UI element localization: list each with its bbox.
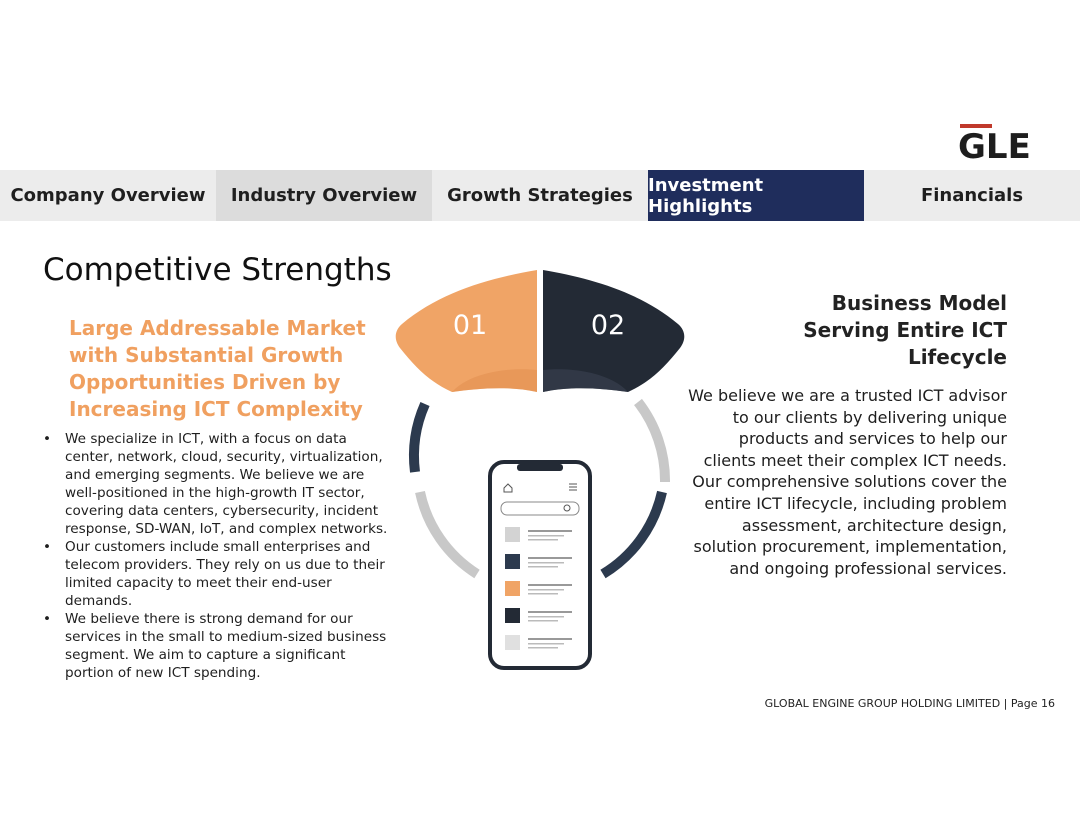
ring-segment-left-navy (414, 404, 425, 472)
section-nav (0, 170, 1080, 221)
page-title: Competitive Strengths (43, 252, 392, 288)
ring-segment-left-gray (420, 492, 477, 574)
phone-search-bar (501, 502, 579, 515)
bullet-item: • We specialize in ICT, with a focus on data center, network, cloud, security, virtualization, and emerging segments. We believe we are well-positioned in the high-growth IT sector, covering data centers, cybersecurity, incident response, SD-WAN, IoT, and complex networks. (43, 430, 388, 538)
tab-investment-highlights[interactable] (648, 170, 864, 221)
tab-growth-strategies[interactable] (432, 170, 648, 221)
page-footer: GLOBAL ENGINE GROUP HOLDING LIMITED | Page 16 (764, 697, 1055, 710)
bullet-item: • We believe there is strong demand for our services in the small to medium-sized business segment. We aim to capture a significant portion of new ICT spending. (43, 610, 388, 682)
tab-company-overview[interactable] (0, 170, 216, 221)
gle-logo (958, 122, 1044, 168)
tab-02-label: 02 (590, 310, 626, 341)
tab-label: Investment Highlights (648, 174, 764, 217)
tab-label: Growth Strategies (447, 185, 633, 206)
tab-industry-overview[interactable] (216, 170, 432, 221)
right-heading: Business Model Serving Entire ICT Lifecycle (803, 291, 1007, 369)
right-body-text: We believe we are a trusted ICT advisor to our clients by delivering unique products and services to help our clients meet their complex ICT needs. Our comprehensive solutions cover the entire ICT lifecycle, including problem assessment, architecture design, solution procurement, implementation, and ongoing professional services. (688, 386, 1007, 578)
tab-01-label: 01 (452, 310, 488, 341)
left-heading: Large Addressable Market with Substantial Growth Opportunities Driven by Increasing ICT Complexity (69, 316, 366, 421)
tab-label: Financials (920, 185, 1024, 206)
tab-label: Industry Overview (230, 185, 418, 206)
logo-text: GLE (958, 127, 1031, 167)
tab-label: Company Overview (10, 185, 206, 206)
center-graphic (380, 262, 700, 682)
tab-financials[interactable] (864, 170, 1080, 221)
left-bullet-list (43, 430, 388, 682)
bullet-item: • Our customers include small enterprises and telecom providers. They rely on us due to their limited capacity to meet their end-user demands. (43, 538, 388, 610)
ring-segment-right-navy (603, 492, 662, 574)
ring-segment-right-gray (638, 402, 665, 482)
phone-illustration (490, 462, 590, 668)
